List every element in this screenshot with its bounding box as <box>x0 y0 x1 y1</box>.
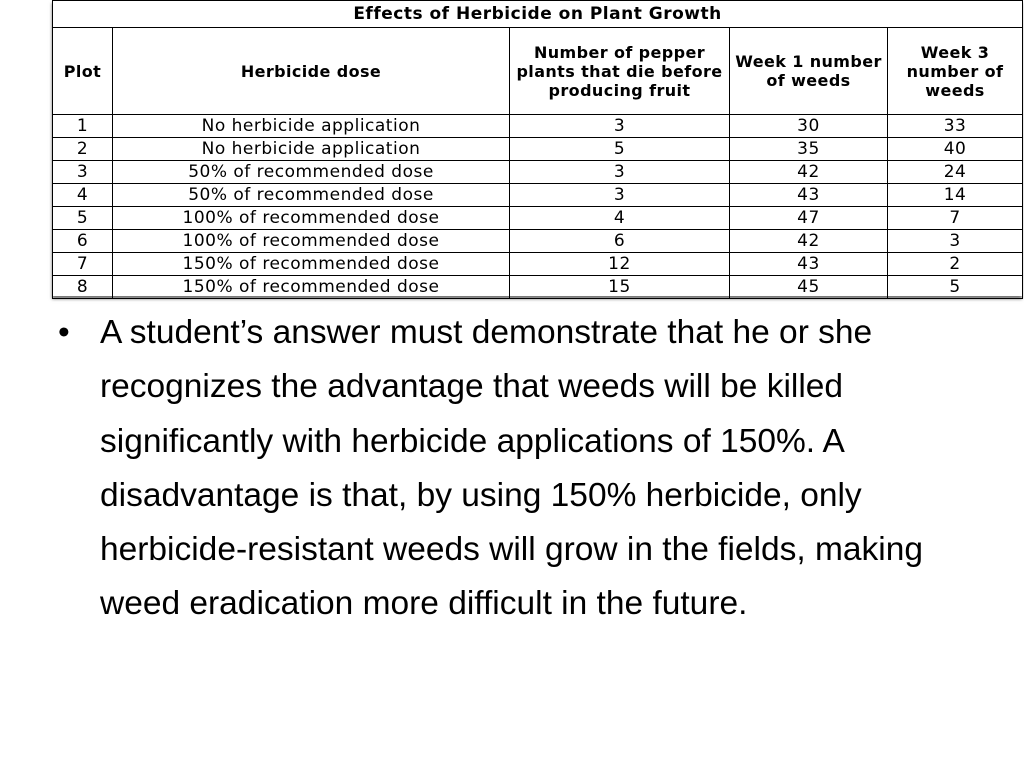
cell-dose: 50% of recommended dose <box>113 184 510 207</box>
table-body <box>53 115 1023 299</box>
cell-week1: 35 <box>730 138 888 161</box>
cell-dose: 50% of recommended dose <box>113 161 510 184</box>
table-row <box>53 276 1023 299</box>
cell-week1: 43 <box>730 184 888 207</box>
cell-plot: 4 <box>53 184 113 207</box>
cell-week1: 42 <box>730 230 888 253</box>
cell-week1: 42 <box>730 161 888 184</box>
cell-plot: 2 <box>53 138 113 161</box>
cell-pepper: 4 <box>510 207 730 230</box>
cell-plot: 5 <box>53 207 113 230</box>
header-herbicide-dose: Herbicide dose <box>113 28 510 115</box>
bullet-marker: • <box>58 314 70 351</box>
cell-dose: 100% of recommended dose <box>113 207 510 230</box>
cell-dose: 150% of recommended dose <box>113 253 510 276</box>
cell-pepper: 6 <box>510 230 730 253</box>
cell-pepper: 3 <box>510 161 730 184</box>
table-row <box>53 207 1023 230</box>
cell-dose: No herbicide application <box>113 138 510 161</box>
answer-text: A student’s answer must demonstrate that he or she recognizes the advantage that weeds will be killed significantly with herbicide applications of 150%. A disadvantage is that, by using 150% herbicide, only herbicide-resistant weeds will grow in the fields, making weed eradication more difficult in the future. <box>100 314 923 623</box>
table-row <box>53 184 1023 207</box>
table-row <box>53 161 1023 184</box>
cell-plot: 1 <box>53 115 113 138</box>
table-row <box>53 138 1023 161</box>
cell-pepper: 3 <box>510 184 730 207</box>
cell-week3: 5 <box>888 276 1023 299</box>
cell-plot: 8 <box>53 276 113 299</box>
cell-dose: 100% of recommended dose <box>113 230 510 253</box>
cell-week1: 43 <box>730 253 888 276</box>
cell-week3: 24 <box>888 161 1023 184</box>
cell-pepper: 5 <box>510 138 730 161</box>
cell-week1: 47 <box>730 207 888 230</box>
cell-week1: 45 <box>730 276 888 299</box>
cell-plot: 6 <box>53 230 113 253</box>
cell-week1: 30 <box>730 115 888 138</box>
cell-week3: 7 <box>888 207 1023 230</box>
cell-week3: 2 <box>888 253 1023 276</box>
cell-dose: No herbicide application <box>113 115 510 138</box>
answer-bullet <box>58 306 958 632</box>
cell-plot: 3 <box>53 161 113 184</box>
table-row <box>53 230 1023 253</box>
cell-plot: 7 <box>53 253 113 276</box>
table-row <box>53 115 1023 138</box>
cell-dose: 150% of recommended dose <box>113 276 510 299</box>
header-pepper-plants-died: Number of pepper plants that die before producing fruit <box>510 28 730 115</box>
cell-pepper: 15 <box>510 276 730 299</box>
header-week3-weeds: Week 3 number of weeds <box>888 28 1023 115</box>
header-week1-weeds: Week 1 number of weeds <box>730 28 888 115</box>
cell-week3: 3 <box>888 230 1023 253</box>
cell-week3: 33 <box>888 115 1023 138</box>
table-row <box>53 253 1023 276</box>
cell-pepper: 12 <box>510 253 730 276</box>
herbicide-table-image <box>52 0 1022 296</box>
header-plot: Plot <box>53 28 113 115</box>
cell-week3: 14 <box>888 184 1023 207</box>
cell-week3: 40 <box>888 138 1023 161</box>
herbicide-table <box>52 0 1023 299</box>
table-title: Effects of Herbicide on Plant Growth <box>53 1 1023 28</box>
cell-pepper: 3 <box>510 115 730 138</box>
